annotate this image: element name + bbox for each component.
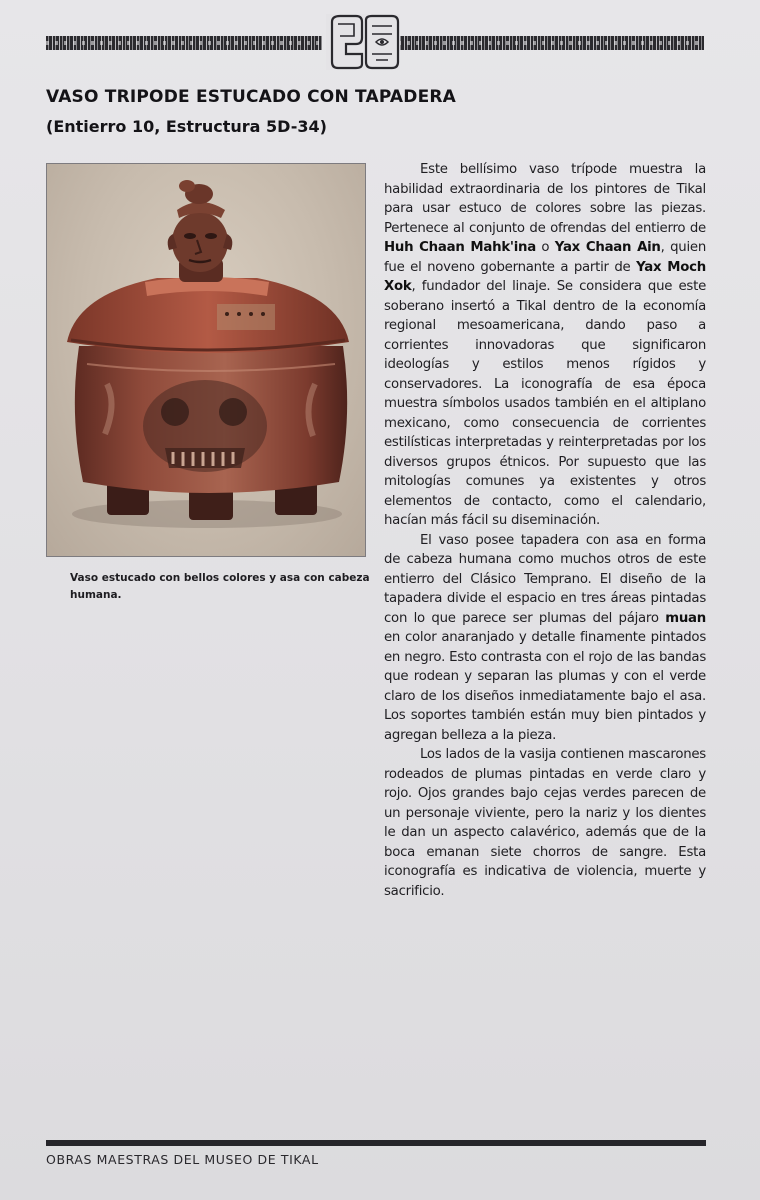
text-run: en color anaranjado y detalle finamente pintados en negro. Esto contrasta con el rojo de las bandas que rodean y separan las plumas y con el verde claro de los diseños inmediatamente bajo el asa. Los soportes también están muy bien pintados y agregan belleza a la pieza. [384, 630, 706, 743]
article-body [384, 160, 706, 901]
photo-caption: Vaso estucado con bellos colores y asa con cabeza humana. [70, 572, 370, 601]
founder-name: Yax Moch Xok [384, 259, 707, 294]
ornament-band-right [398, 36, 704, 50]
text-run: El vaso posee tapadera con asa en forma de cabeza humana como muchos otros de este entierro del Clásico Temprano. El diseño de la tapadera divide el espacio en tres áreas pintadas con lo que parece ser plumas del pájaro [384, 532, 706, 626]
ruler-name: Huh Chaan Mahk'ina [384, 240, 536, 255]
paragraph-2 [384, 531, 706, 746]
paragraph-1 [384, 160, 706, 531]
text-run: o [535, 240, 555, 255]
text-run: Este bellísimo vaso trípode muestra la habilidad extraordinaria de los pintores de Tikal para usar estuco de colores sobre las piezas. Pertenece al conjunto de ofrendas del entierro de [384, 162, 706, 236]
maya-glyph-icon [326, 14, 400, 70]
vessel-photo [46, 163, 366, 557]
footer-text: OBRAS MAESTRAS DEL MUSEO DE TIKAL [46, 1152, 319, 1167]
ornament-band-left [46, 36, 322, 50]
text-run: , fundador del linaje. Se considera que este soberano insertó a Tikal dentro de la economía regional mesoamericana, dando paso a corrientes innovadoras que significaron ideologías y estilos menos rígidos y conservadores. La iconografía de esa época muestra símbolos usados también en el altiplano mexicano, como consecuencia de corrientes estilísticas interpretadas y reinterpretadas por los diversos grupos étnicos. Por supuesto que las mitologías comunes ya existentes y otros elementos de contacto, como el calendario, hacían más fácil su diseminación. [384, 279, 706, 528]
page-title: VASO TRIPODE ESTUCADO CON TAPADERA [46, 87, 457, 107]
bird-name: muan [665, 610, 706, 626]
text-run: , quien fue el noveno gobernante a partir de [384, 240, 707, 275]
page-subtitle: (Entierro 10, Estructura 5D-34) [46, 117, 327, 136]
ruler-name: Yax Chaan Ain [554, 240, 661, 255]
paragraph-3: Los lados de la vasija contienen mascarones rodeados de plumas pintadas en verde claro y rojo. Ojos grandes bajo cejas verdes parecen de un personaje viviente, pero la nariz y los dientes le dan un aspecto calavérico, además que de la boca emanan siete chorros de sangre. Esta iconografía es indicativa de violencia, muerte y sacrificio. [384, 747, 706, 899]
tripod-vessel-illustration [47, 164, 365, 556]
footer-rule [46, 1140, 706, 1146]
